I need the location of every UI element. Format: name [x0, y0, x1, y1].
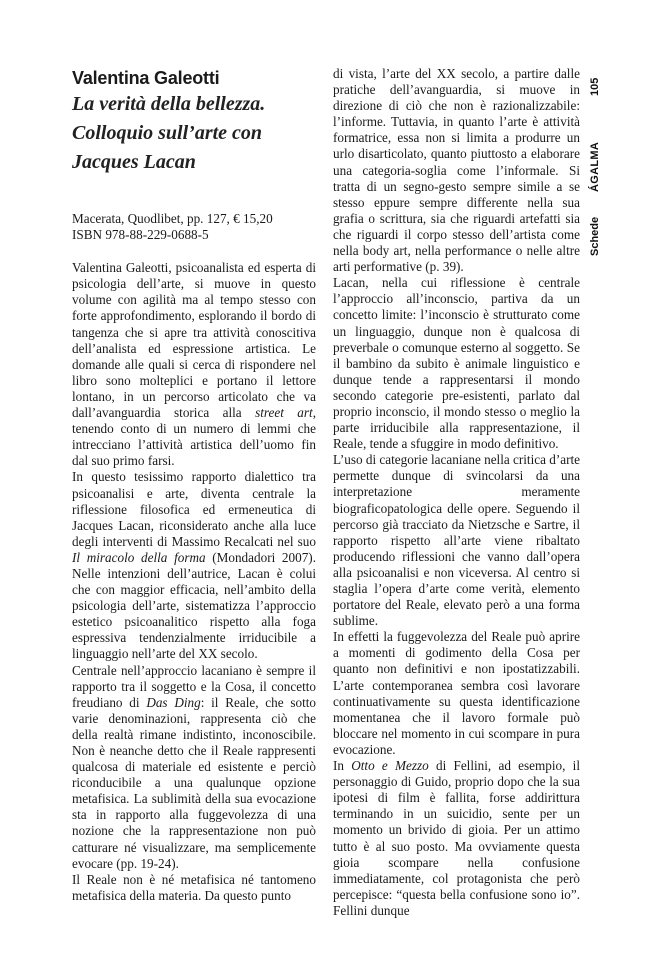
paragraph: Lacan, nella cui riflessione è centrale l’approccio all’inconscio, partiva da un concetto limite: l’inconscio è strutturato come un linguaggio, dunque non è qualcosa di preverbale o comunque esterno al soggetto. Se il bambino da subito è animale linguistico e dunque tende a rappresentarsi il mondo secondo categorie pre-esistenti, parlato dal proprio inconscio, il mondo stesso o meglio la parte irriducibile alla rappresentazione, il Reale, tende a sfuggire in modo definitivo.: [333, 275, 580, 452]
running-head: [589, 60, 609, 260]
paragraph: [72, 260, 316, 469]
text-run: di Fellini, ad esempio, il personaggio di Guido, proprio dopo che la sua ipotesi di film è fallita, forse addirittura terminando in un suicidio, sente per un momento un brivido di gioia. Per un attimo tutto è al suo posto. Ma ovviamente questa gioia scompare nella confusione immediatamente, col protagonista che però percepisce: “questa bella confusione sono io”. Fellini dunque: [333, 758, 580, 918]
paragraph: [333, 758, 580, 919]
italic-term: Das Ding: [146, 694, 201, 710]
right-column: [333, 66, 580, 919]
journal-name: ÁGALMA: [589, 141, 601, 192]
book-title-line: Colloquio sull’arte con: [72, 122, 263, 144]
publication-info: [72, 211, 316, 243]
italic-film-title: Otto e Mezzo: [351, 758, 429, 774]
text-run: , tenendo conto di un numero di lemmi che intrecciano l’attività artistica dell’uomo fin dal suo primo farsi.: [72, 405, 316, 469]
text-run: (Mondadori 2007). Nelle intenzioni dell’autrice, Lacan è colui che con maggior efficacia, nell’ambito della psicologia dell’arte, sistematizza l’approccio estetico psicoanalitico rispetto alla foga espressiva tendenzialmente irriducibile a linguaggio nell’arte del XX secolo.: [72, 549, 316, 662]
section-label: Schede: [589, 216, 601, 256]
text-run: In: [333, 758, 352, 774]
text-run: : il Reale, che sotto varie denominazioni, rappresenta ciò che della realtà rimane indistinto, inconoscibile. Non è neanche detto che il Reale rappresenti qualcosa di materiale ed esistente e perciò riconducibile a una qualunque opzione metafisica. La sublimità della sua evocazione sta in rapporto alla fuggevolezza di una nozione che la rappresentazione non può catturare né visualizzare, ma semplicemente evocare (pp. 19-24).: [72, 694, 316, 871]
paragraph: In effetti la fuggevolezza del Reale può aprire a momenti di godimento della Cosa per quanto non definitivi e non ipostatizzabili. L’arte contemporanea sembra così lavorare continuativamente su questa identificazione momentanea che il lavoro formale può bloccare nel momento in cui scompare in pura evocazione.: [333, 629, 580, 757]
isbn-line: ISBN 978-88-229-0688-5: [72, 227, 209, 243]
text-run: Valentina Galeotti, psicoanalista ed esperta di psicologia dell’arte, si muove in questo volume con agilità ma al tempo stesso con forte approfondimento, esplorando il bordo di tangenza che si apre tra attività conoscitiva dell’analista ed espressione artistica. Le domande alle quali si cerca di rispondere nel libro sono molteplici e portano il lettore lontano, in un percorso articolato che va dall’avanguardia storica alla: [72, 260, 316, 421]
book-title-line: La verità della bellezza.: [72, 93, 266, 115]
paragraph: L’uso di categorie lacaniane nella critica d’arte permette dunque di svincolarsi da una interpretazione meramente biograficopatologica delle opere. Seguendo il percorso già tracciato da Nietzsche e Sartre, il rapporto rispetto all’arte viene ribaltato producendo riflessioni che vanno dall’opera alla psicoanalisi e non viceversa. Al centro si staglia l’opera d’arte come verità, elemento portatore del Reale, elevato però a una forma sublime.: [333, 452, 581, 629]
paragraph: [72, 469, 316, 662]
paragraph: Il Reale non è né metafisica né tantomeno metafisica della materia. Da questo punto: [72, 871, 316, 903]
review-body-right: [333, 66, 580, 919]
review-body-left: [72, 260, 316, 904]
review-author: Valentina Galeotti: [72, 68, 220, 88]
publisher-line: Macerata, Quodlibet, pp. 127, € 15,20: [72, 211, 273, 226]
page-number: 105: [589, 77, 601, 96]
paragraph: [72, 663, 316, 872]
italic-term: street art: [255, 405, 313, 421]
paragraph: di vista, l’arte del XX secolo, a partire dalle pratiche dell’avanguardia, si muove in direzione di ciò che non è razionalizzabile: l’informe. Tuttavia, in quanto l’arte è attività formatrice, essa non si limita a produrre un urlo disarticolato, quanto piuttosto a elaborare una categoria-soglia come l’informale. Si tratta di un segno-gesto sempre simile a se stesso eppure sempre differente nella sua grafia o scrittura, sia che riguardi artefatti sia che riguardi il corpo stesso dell’artista come nella body art, nella performance o nelle altre arti performative (p. 39).: [333, 66, 580, 275]
text-run: In questo tesissimo rapporto dialettico tra psicoanalisi e arte, diventa centrale la riflessione filosofica ed ermeneutica di Jacques Lacan, riconsiderato anche alla luce degli interventi di Massimo Recalcati nel suo: [72, 469, 316, 549]
book-title: [72, 90, 316, 177]
left-column: [72, 66, 316, 904]
text-run: Centrale nell’approccio lacaniano è sempre il rapporto tra il soggetto e la Cosa, il concetto freudiano di: [72, 662, 316, 710]
italic-book-title: Il miracolo della forma: [72, 549, 206, 565]
book-title-line: Jacques Lacan: [72, 151, 196, 173]
